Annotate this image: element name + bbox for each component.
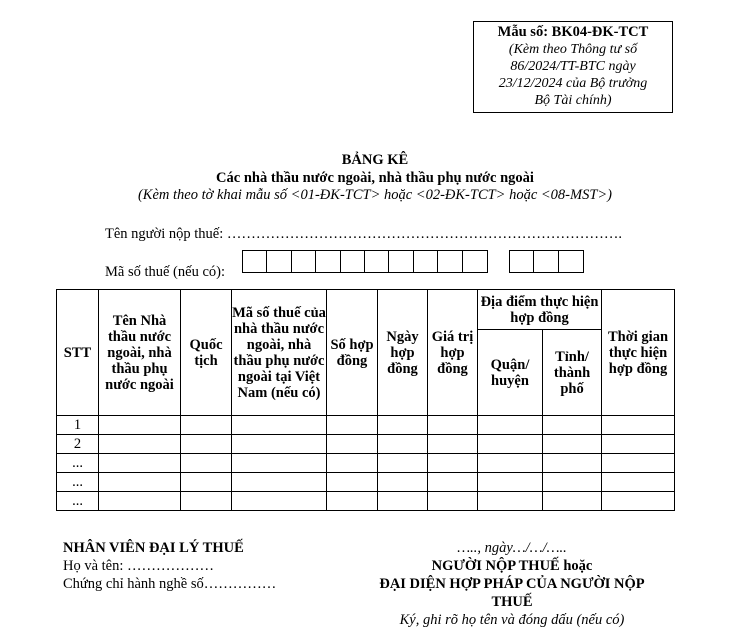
table-row bbox=[57, 416, 675, 435]
form-code: Mẫu số: BK04-ĐK-TCT bbox=[497, 24, 649, 40]
taxpayer-name-field[interactable]: ………………………………………………………………………. bbox=[226, 226, 622, 242]
header-tax-code: Mã số thuế của nhà thầu nước ngoài, nhà thầu phụ nước ngoài tại Việt Nam (nếu có) bbox=[232, 290, 327, 416]
form-note-line: 23/12/2024 của Bộ trưởng bbox=[498, 76, 648, 91]
document-subtitle: Các nhà thầu nước ngoài, nhà thầu phụ nước ngoài bbox=[216, 170, 534, 186]
header-duration: Thời gian thực hiện hợp đồng bbox=[602, 290, 675, 416]
table-row bbox=[57, 454, 675, 473]
header-location-group: Địa điểm thực hiện hợp đồng bbox=[478, 290, 602, 330]
tax-code-boxes-main[interactable] bbox=[242, 250, 488, 273]
row-index: ... bbox=[57, 454, 99, 473]
tax-code-label: Mã số thuế (nếu có): bbox=[105, 264, 225, 280]
agent-name: Họ và tên: ……………… bbox=[63, 558, 215, 574]
header-stt: STT bbox=[57, 290, 99, 416]
taxpayer-name-line bbox=[105, 226, 622, 243]
row-index: 2 bbox=[57, 435, 99, 454]
form-note-line: (Kèm theo Thông tư số bbox=[508, 42, 638, 57]
header-contractor-name: Tên Nhà thầu nước ngoài, nhà thầu phụ nước ngoài bbox=[99, 290, 181, 416]
row-index: ... bbox=[57, 492, 99, 511]
header-contract-value: Giá trị hợp đồng bbox=[428, 290, 478, 416]
table-row bbox=[57, 492, 675, 511]
form-note-line: 86/2024/TT-BTC ngày bbox=[510, 59, 636, 74]
form-note-line: Bộ Tài chính) bbox=[534, 93, 612, 108]
form-code-box bbox=[473, 21, 673, 113]
taxpayer-title-line: NGƯỜI NỘP THUẾ hoặc bbox=[431, 558, 593, 574]
agent-certificate: Chứng chỉ hành nghề số…………… bbox=[63, 576, 277, 592]
row-index: 1 bbox=[57, 416, 99, 435]
header-contract-date: Ngày hợp đồng bbox=[378, 290, 428, 416]
document-note: (Kèm theo tờ khai mẫu số <01-ĐK-TCT> hoặc <02-ĐK-TCT> hoặc <08-MST>) bbox=[137, 187, 613, 203]
taxpayer-title-line: ĐẠI DIỆN HỢP PHÁP CỦA NGƯỜI NỘP bbox=[379, 576, 645, 592]
taxpayer-name-label: Tên người nộp thuế: bbox=[105, 226, 227, 242]
document-title: BẢNG KÊ bbox=[341, 152, 409, 168]
sign-note: Ký, ghi rõ họ tên và đóng dấu (nếu có) bbox=[399, 612, 625, 628]
header-contract-no: Số hợp đồng bbox=[327, 290, 378, 416]
row-index: ... bbox=[57, 473, 99, 492]
contractor-table bbox=[56, 289, 675, 511]
header-province: Tỉnh/ thành phố bbox=[543, 330, 602, 416]
table-row bbox=[57, 473, 675, 492]
agent-title: NHÂN VIÊN ĐẠI LÝ THUẾ bbox=[63, 540, 244, 556]
header-district: Quận/ huyện bbox=[478, 330, 543, 416]
date-line: ….., ngày…/…/….. bbox=[457, 540, 567, 556]
header-nationality: Quốc tịch bbox=[181, 290, 232, 416]
table-row bbox=[57, 435, 675, 454]
taxpayer-title-line: THUẾ bbox=[491, 594, 533, 610]
tax-code-boxes-branch[interactable] bbox=[509, 250, 584, 273]
